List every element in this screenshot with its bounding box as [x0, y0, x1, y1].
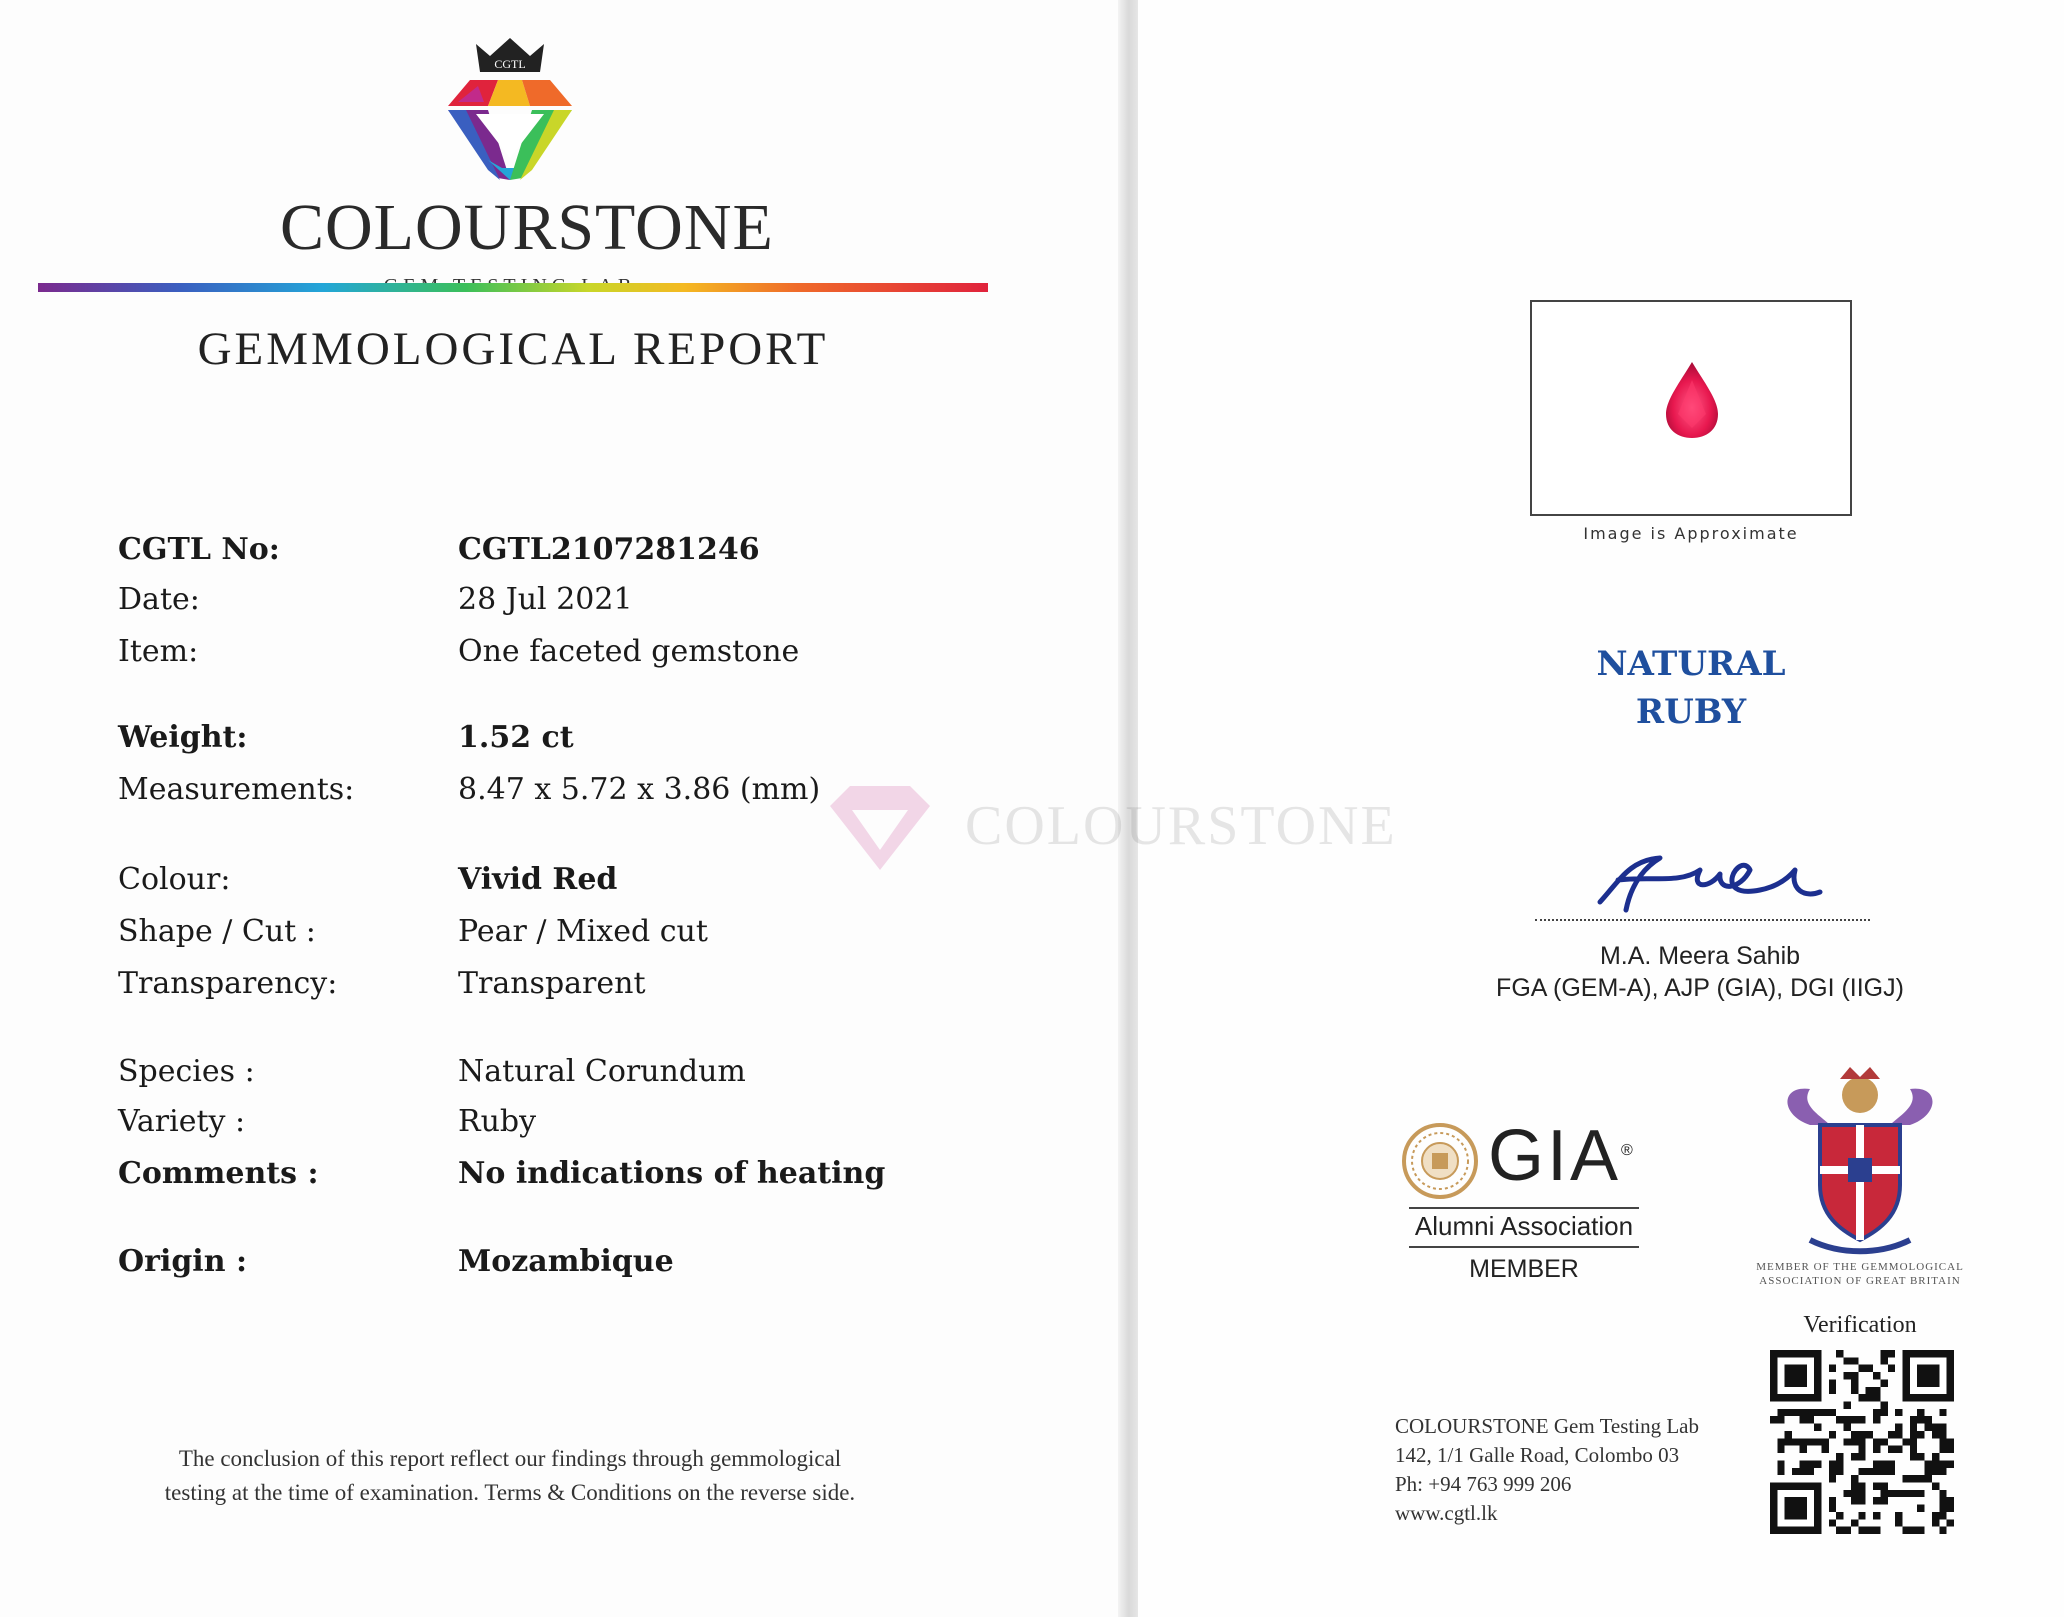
- qr-module: [1910, 1475, 1917, 1482]
- report-disclaimer: [110, 1442, 910, 1510]
- qr-module: [1851, 1519, 1858, 1526]
- qr-module: [1807, 1460, 1814, 1467]
- qr-module: [1880, 1402, 1887, 1409]
- qr-module: [1858, 1497, 1865, 1504]
- qr-module: [1799, 1460, 1806, 1467]
- gia-alumni-badge: [1395, 1115, 1655, 1295]
- qr-module: [1895, 1431, 1902, 1438]
- qr-module: [1917, 1505, 1924, 1512]
- qr-module: [1829, 1468, 1836, 1475]
- address-line: Ph: +94 763 999 206: [1395, 1472, 1572, 1496]
- qr-module: [1917, 1453, 1924, 1460]
- diamond-logo-icon: [418, 30, 602, 190]
- field-value: Vivid Red: [458, 862, 618, 897]
- qr-module: [1917, 1475, 1924, 1482]
- qr-module: [1873, 1527, 1880, 1534]
- qr-module: [1939, 1527, 1946, 1534]
- qr-module: [1939, 1446, 1946, 1453]
- qr-module: [1851, 1431, 1858, 1438]
- brand-logo: [280, 30, 774, 270]
- qr-module: [1917, 1416, 1924, 1423]
- qr-module: [1873, 1482, 1880, 1489]
- qr-module: [1895, 1519, 1902, 1526]
- field-value: CGTL2107281246: [458, 532, 760, 567]
- qr-module: [1888, 1350, 1895, 1357]
- qr-module: [1917, 1431, 1924, 1438]
- field-label: Origin :: [118, 1244, 248, 1279]
- qr-module: [1851, 1416, 1858, 1423]
- qr-module: [1873, 1512, 1880, 1519]
- qr-module: [1807, 1468, 1814, 1475]
- qr-module: [1866, 1394, 1873, 1401]
- qr-module: [1858, 1512, 1865, 1519]
- qr-module: [1873, 1394, 1880, 1401]
- disclaimer-line: The conclusion of this report reflect our findings through gemmological: [178, 1446, 842, 1471]
- qr-module: [1829, 1387, 1836, 1394]
- field-variety: [118, 1104, 1018, 1148]
- verification-label: Verification: [1803, 1312, 1917, 1338]
- field-weight: [118, 720, 1018, 764]
- qr-module: [1873, 1468, 1880, 1475]
- qr-module: [1917, 1409, 1924, 1416]
- qr-module: [1939, 1505, 1946, 1512]
- qr-module: [1888, 1460, 1895, 1467]
- qr-module: [1910, 1527, 1917, 1534]
- qr-module: [1777, 1416, 1784, 1423]
- qr-module: [1799, 1468, 1806, 1475]
- qr-module: [1799, 1416, 1806, 1423]
- qr-module: [1880, 1497, 1887, 1504]
- qr-module: [1939, 1431, 1946, 1438]
- field-value: No indications of heating: [458, 1156, 886, 1191]
- gia-seal-icon: [1400, 1121, 1480, 1201]
- qr-module: [1829, 1431, 1836, 1438]
- gia-divider: [1409, 1246, 1639, 1248]
- qr-module: [1917, 1527, 1924, 1534]
- qr-module: [1895, 1409, 1902, 1416]
- qr-module: [1814, 1460, 1821, 1467]
- qr-module: [1902, 1438, 1909, 1445]
- identification-result: [1530, 640, 1852, 736]
- qr-module: [1851, 1490, 1858, 1497]
- field-label: Date:: [118, 582, 200, 617]
- qr-module: [1932, 1519, 1939, 1526]
- brand-watermark: [810, 760, 1410, 880]
- field-value: Ruby: [458, 1104, 537, 1139]
- qr-module: [1851, 1482, 1858, 1489]
- qr-module: [1858, 1527, 1865, 1534]
- image-approximate-note: Image is Approximate: [1583, 524, 1799, 543]
- qr-module: [1829, 1519, 1836, 1526]
- qr-module: [1947, 1446, 1954, 1453]
- field-comments: [118, 1156, 1018, 1200]
- qr-finder: [1917, 1365, 1939, 1387]
- qr-module: [1910, 1424, 1917, 1431]
- qr-module: [1939, 1490, 1946, 1497]
- qr-module: [1844, 1416, 1851, 1423]
- qr-module: [1822, 1438, 1829, 1445]
- qr-module: [1851, 1379, 1858, 1386]
- qr-module: [1895, 1424, 1902, 1431]
- qr-module: [1866, 1365, 1873, 1372]
- qr-module: [1785, 1409, 1792, 1416]
- qr-module: [1895, 1446, 1902, 1453]
- gia-trademark: ®: [1621, 1142, 1636, 1159]
- qr-module: [1792, 1409, 1799, 1416]
- qr-module: [1858, 1438, 1865, 1445]
- qr-module: [1910, 1453, 1917, 1460]
- qr-module: [1910, 1416, 1917, 1423]
- qr-module: [1888, 1365, 1895, 1372]
- qr-module: [1777, 1438, 1784, 1445]
- gem-image-frame: [1530, 300, 1852, 516]
- field-value: 1.52 ct: [458, 720, 574, 755]
- qr-module: [1873, 1387, 1880, 1394]
- qr-module: [1925, 1416, 1932, 1423]
- qr-module: [1910, 1446, 1917, 1453]
- qr-module: [1844, 1490, 1851, 1497]
- qr-module: [1785, 1431, 1792, 1438]
- qr-module: [1947, 1505, 1954, 1512]
- qr-module: [1858, 1365, 1865, 1372]
- qr-module: [1932, 1431, 1939, 1438]
- result-line: NATURAL: [1596, 644, 1786, 684]
- qr-module: [1939, 1424, 1946, 1431]
- qr-module: [1866, 1468, 1873, 1475]
- qr-module: [1814, 1409, 1821, 1416]
- qr-module: [1866, 1387, 1873, 1394]
- qr-module: [1880, 1379, 1887, 1386]
- qr-module: [1836, 1512, 1843, 1519]
- gem-a-membership-text: [1740, 1260, 1980, 1288]
- qr-module: [1932, 1468, 1939, 1475]
- qr-module: [1785, 1438, 1792, 1445]
- qr-module: [1814, 1438, 1821, 1445]
- qr-module: [1770, 1416, 1777, 1423]
- qr-module: [1866, 1431, 1873, 1438]
- qr-module: [1925, 1460, 1932, 1467]
- field-transparency: [118, 966, 1018, 1010]
- qr-module: [1939, 1438, 1946, 1445]
- field-label: Colour:: [118, 862, 231, 897]
- field-value: Natural Corundum: [458, 1054, 746, 1089]
- qr-module: [1932, 1453, 1939, 1460]
- qr-module: [1939, 1460, 1946, 1467]
- qr-module: [1858, 1416, 1865, 1423]
- qr-module: [1939, 1512, 1946, 1519]
- qr-module: [1902, 1490, 1909, 1497]
- qr-module: [1851, 1387, 1858, 1394]
- gia-member-text: MEMBER: [1469, 1255, 1579, 1283]
- qr-module: [1902, 1527, 1909, 1534]
- qr-module: [1777, 1460, 1784, 1467]
- qr-module: [1910, 1490, 1917, 1497]
- gia-divider: [1409, 1207, 1639, 1209]
- qr-module: [1829, 1460, 1836, 1467]
- qr-module: [1873, 1497, 1880, 1504]
- qr-module: [1895, 1512, 1902, 1519]
- qr-module: [1822, 1446, 1829, 1453]
- field-value: 8.47 x 5.72 x 3.86 (mm): [458, 772, 821, 807]
- qr-module: [1844, 1372, 1851, 1379]
- qr-module: [1807, 1416, 1814, 1423]
- field-species: [118, 1054, 1018, 1098]
- report-title: GEMMOLOGICAL REPORT: [197, 323, 829, 375]
- qr-module: [1917, 1490, 1924, 1497]
- qr-module: [1836, 1527, 1843, 1534]
- gem-a-line: ASSOCIATION OF GREAT BRITAIN: [1759, 1275, 1961, 1287]
- qr-module: [1932, 1512, 1939, 1519]
- qr-module: [1947, 1460, 1954, 1467]
- qr-module: [1947, 1519, 1954, 1526]
- qr-module: [1844, 1438, 1851, 1445]
- field-value: One faceted gemstone: [458, 634, 800, 669]
- website-link[interactable]: www.cgtl.lk: [1395, 1501, 1498, 1525]
- qr-module: [1932, 1460, 1939, 1467]
- qr-module: [1858, 1453, 1865, 1460]
- qr-module: [1932, 1424, 1939, 1431]
- qr-module: [1799, 1409, 1806, 1416]
- qr-module: [1880, 1468, 1887, 1475]
- qr-module: [1792, 1438, 1799, 1445]
- rainbow-divider: [38, 283, 988, 292]
- qr-finder: [1785, 1497, 1807, 1519]
- qr-module: [1807, 1438, 1814, 1445]
- gem-a-line: MEMBER OF THE GEMMOLOGICAL: [1756, 1261, 1964, 1273]
- result-line: RUBY: [1635, 692, 1747, 732]
- field-value: Pear / Mixed cut: [458, 914, 708, 949]
- qr-module: [1866, 1527, 1873, 1534]
- qr-module: [1888, 1468, 1895, 1475]
- qr-module: [1880, 1438, 1887, 1445]
- qr-module: [1947, 1497, 1954, 1504]
- lab-address: [1395, 1412, 1755, 1528]
- qr-module: [1829, 1497, 1836, 1504]
- qr-module: [1947, 1438, 1954, 1445]
- field-label: Transparency:: [118, 966, 338, 1001]
- qr-module: [1829, 1379, 1836, 1386]
- qr-module: [1858, 1468, 1865, 1475]
- field-label: CGTL No:: [118, 532, 280, 567]
- qr-module: [1777, 1446, 1784, 1453]
- qr-module: [1836, 1350, 1843, 1357]
- qr-module: [1836, 1460, 1843, 1467]
- gia-logo-text: GIA®: [1488, 1116, 1636, 1196]
- qr-module: [1880, 1409, 1887, 1416]
- field-cgtl-no: [118, 532, 1018, 576]
- field-label: Comments :: [118, 1156, 319, 1191]
- gia-alumni-text: Alumni Association: [1414, 1211, 1634, 1241]
- qr-module: [1836, 1453, 1843, 1460]
- field-label: Weight:: [118, 720, 248, 755]
- field-label: Item:: [118, 634, 199, 669]
- field-item: [118, 634, 1018, 678]
- qr-module: [1873, 1438, 1880, 1445]
- qr-module: [1880, 1350, 1887, 1357]
- qr-module: [1873, 1446, 1880, 1453]
- svg-text:CGTL: CGTL: [494, 57, 526, 71]
- qr-module: [1822, 1409, 1829, 1416]
- field-label: Species :: [118, 1054, 255, 1089]
- field-value: 28 Jul 2021: [458, 582, 633, 617]
- qr-module: [1851, 1497, 1858, 1504]
- field-shape-cut: [118, 914, 1018, 958]
- qr-module: [1895, 1490, 1902, 1497]
- field-value: Mozambique: [458, 1244, 674, 1279]
- disclaimer-line: testing at the time of examination. Terms & Conditions on the reverse side.: [164, 1480, 856, 1505]
- qr-module: [1858, 1394, 1865, 1401]
- qr-module: [1858, 1431, 1865, 1438]
- qr-module: [1873, 1416, 1880, 1423]
- qr-module: [1939, 1409, 1946, 1416]
- qr-module: [1829, 1409, 1836, 1416]
- qr-module: [1880, 1460, 1887, 1467]
- qr-module: [1880, 1490, 1887, 1497]
- qr-finder: [1785, 1365, 1807, 1387]
- qr-module: [1932, 1482, 1939, 1489]
- qr-module: [1851, 1357, 1858, 1364]
- qr-module: [1939, 1468, 1946, 1475]
- qr-module: [1888, 1431, 1895, 1438]
- qr-module: [1939, 1497, 1946, 1504]
- verification-qr-code[interactable]: [1770, 1350, 1954, 1534]
- qr-module: [1880, 1357, 1887, 1364]
- signature: [1590, 840, 1830, 920]
- qr-module: [1851, 1453, 1858, 1460]
- qr-module: [1888, 1446, 1895, 1453]
- watermark-diamond-icon: [810, 760, 950, 880]
- qr-module: [1851, 1372, 1858, 1379]
- qr-module: [1925, 1475, 1932, 1482]
- signer-credentials: FGA (GEM-A), AJP (GIA), DGI (IIGJ): [1496, 974, 1904, 1002]
- address-line: COLOURSTONE Gem Testing Lab: [1395, 1414, 1699, 1438]
- signature-line: [1535, 919, 1870, 921]
- qr-module: [1873, 1409, 1880, 1416]
- qr-module: [1873, 1372, 1880, 1379]
- field-date: [118, 582, 1018, 626]
- qr-module: [1851, 1438, 1858, 1445]
- qr-module: [1902, 1475, 1909, 1482]
- qr-module: [1858, 1490, 1865, 1497]
- qr-module: [1777, 1468, 1784, 1475]
- qr-module: [1799, 1446, 1806, 1453]
- qr-module: [1777, 1409, 1784, 1416]
- qr-module: [1873, 1460, 1880, 1467]
- qr-module: [1925, 1424, 1932, 1431]
- qr-module: [1799, 1438, 1806, 1445]
- field-label: Shape / Cut :: [118, 914, 316, 949]
- address-line: 142, 1/1 Galle Road, Colombo 03: [1395, 1443, 1680, 1467]
- qr-module: [1844, 1424, 1851, 1431]
- signer-name: M.A. Meera Sahib: [1599, 942, 1801, 970]
- watermark-text: COLOURSTONE: [965, 795, 1397, 857]
- qr-module: [1844, 1527, 1851, 1534]
- qr-module: [1858, 1446, 1865, 1453]
- pear-gem-icon: [1662, 360, 1722, 440]
- qr-module: [1910, 1431, 1917, 1438]
- qr-module: [1844, 1402, 1851, 1409]
- qr-module: [1910, 1438, 1917, 1445]
- qr-module: [1880, 1482, 1887, 1489]
- qr-module: [1836, 1416, 1843, 1423]
- qr-module: [1807, 1409, 1814, 1416]
- qr-module: [1814, 1424, 1821, 1431]
- qr-module: [1858, 1482, 1865, 1489]
- gem-a-crest-icon: [1770, 1065, 1950, 1255]
- field-label: Variety :: [118, 1104, 246, 1139]
- qr-module: [1829, 1505, 1836, 1512]
- qr-module: [1836, 1468, 1843, 1475]
- qr-module: [1829, 1475, 1836, 1482]
- qr-module: [1851, 1475, 1858, 1482]
- field-value: Transparent: [458, 966, 646, 1001]
- field-label: Measurements:: [118, 772, 355, 807]
- qr-module: [1844, 1357, 1851, 1364]
- field-origin: [118, 1244, 1018, 1288]
- brand-name: COLOURSTONE: [280, 191, 774, 264]
- qr-module: [1829, 1365, 1836, 1372]
- qr-module: [1792, 1468, 1799, 1475]
- qr-module: [1888, 1490, 1895, 1497]
- qr-module: [1925, 1468, 1932, 1475]
